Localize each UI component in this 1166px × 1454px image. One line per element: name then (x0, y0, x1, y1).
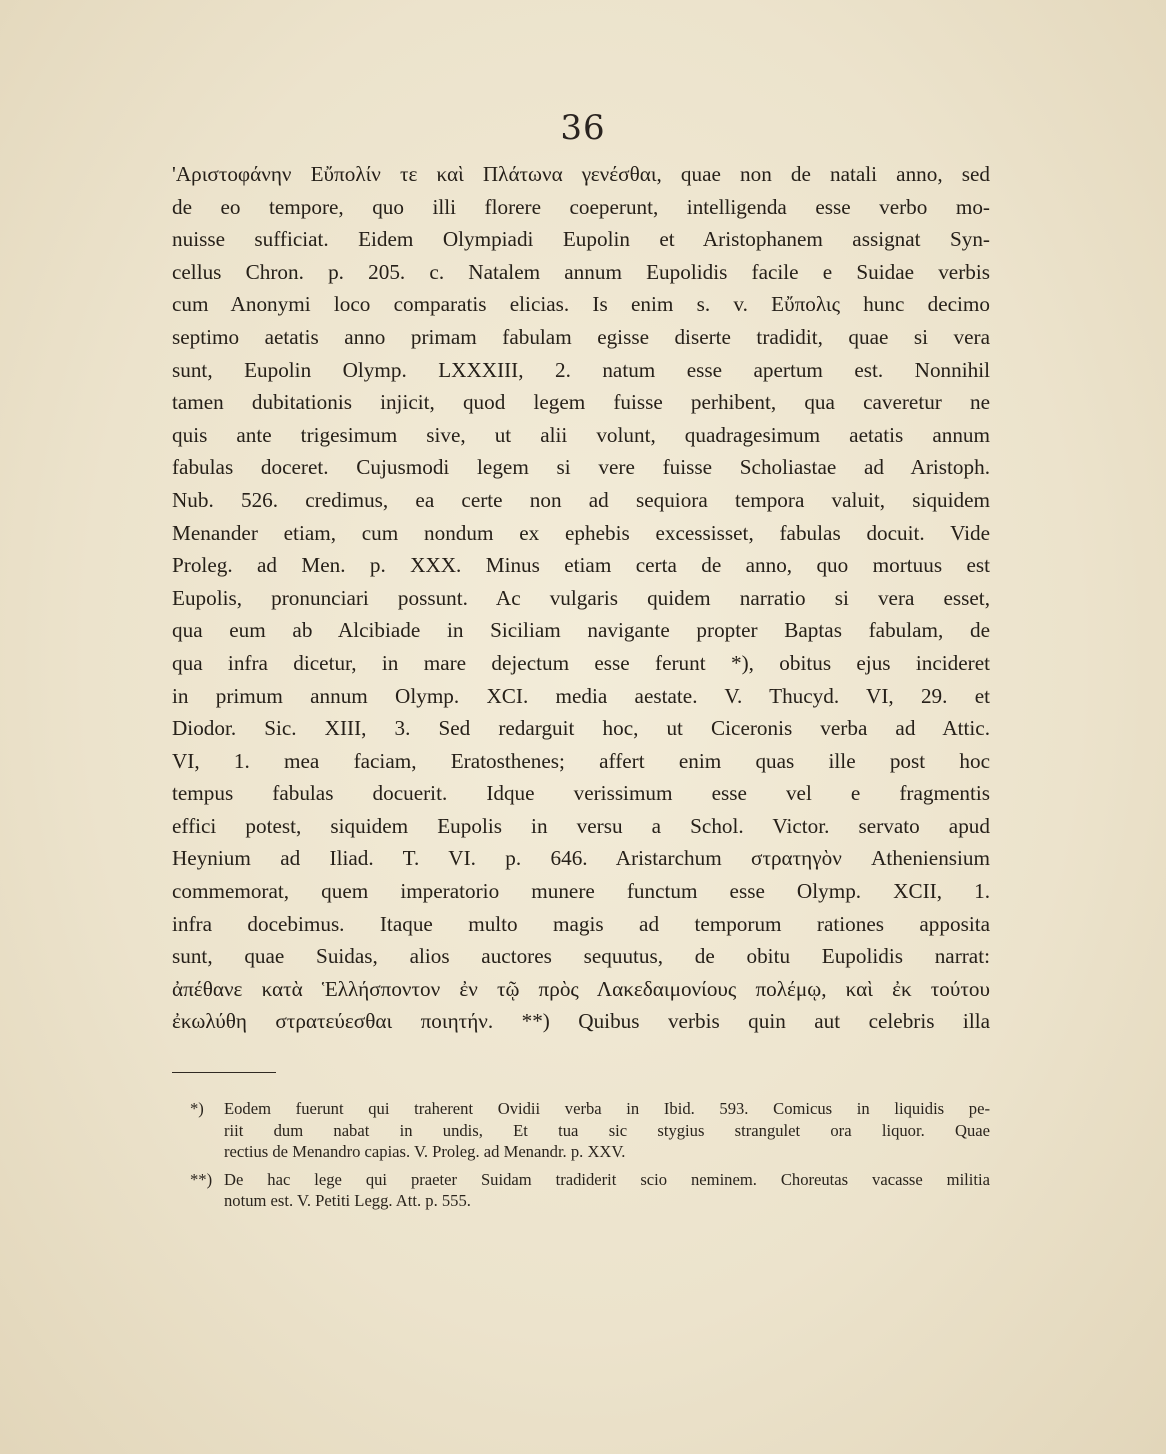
footnote-line: notum est. V. Petiti Legg. Att. p. 555. (224, 1191, 471, 1211)
footnote-text: Eodem fuerunt qui traherent Ovidii verba in Ibid. 593. Comicus in liquidis pe- (224, 1099, 990, 1118)
footnote-line: rectius de Menandro capias. V. Proleg. ad Menandr. p. XXV. (224, 1142, 626, 1162)
footnote-marker: *) (190, 1099, 204, 1118)
main-text (172, 158, 990, 1038)
text-line: fabulas doceret. Cujusmodi legem si vere fuisse Scholiastae ad Aristoph. (172, 455, 990, 480)
text-line: in primum annum Olymp. XCI. media aestate. V. Thucyd. VI, 29. et (172, 683, 990, 708)
page-number: 36 (560, 108, 606, 148)
footnote-line (190, 1169, 990, 1191)
text-line: septimo aetatis anno primam fabulam egisse diserte tradidit, quae si vera (172, 324, 990, 349)
footnote (190, 1169, 990, 1212)
text-line: sunt, quae Suidas, alios auctores sequutus, de obitu Eupolidis narrat: (172, 944, 990, 969)
text-line: nuisse sufficiat. Eidem Olympiadi Eupolin et Aristophanem assignat Syn- (172, 227, 990, 252)
text-line: tempus fabulas docuerit. Idque verissimum esse vel e fragmentis (172, 781, 990, 806)
text-line: ἀπέθανε κατὰ Ἑλλήσποντον ἐν τῷ πρὸς Λακεδαιμονίους πολέμῳ, καὶ ἐκ τούτου (172, 976, 990, 1001)
text-line: infra docebimus. Itaque multo magis ad temporum rationes apposita (172, 911, 990, 936)
text-line: Heynium ad Iliad. T. VI. p. 646. Aristarchum στρατηγὸν Atheniensium (172, 846, 990, 871)
text-line: quis ante trigesimum sive, ut alii volunt, quadragesimum aetatis annum (172, 422, 990, 447)
text-line: qua eum ab Alcibiade in Siciliam navigante propter Baptas fabulam, de (172, 618, 990, 643)
footnote-marker: **) (190, 1169, 213, 1189)
footnote (190, 1098, 990, 1163)
text-line: qua infra dicetur, in mare dejectum esse ferunt *), obitus ejus incideret (172, 650, 990, 675)
footnotes (190, 1098, 990, 1218)
text-line: Proleg. ad Men. p. XXX. Minus etiam certa de anno, quo mortuus est (172, 553, 990, 578)
text-line: tamen dubitationis injicit, quod legem fuisse perhibent, qua caveretur ne (172, 390, 990, 415)
text-line: ἐκωλύθη στρατεύεσθαι ποιητήν. **) Quibus verbis quin aut celebris illa (172, 1009, 990, 1034)
text-line: de eo tempore, quo illi florere coeperunt, intelligenda esse verbo mo- (172, 194, 990, 219)
text-line: commemorat, quem imperatorio munere functum esse Olymp. XCII, 1. (172, 879, 990, 904)
footnote-divider (172, 1072, 276, 1073)
text-line: 'Αριστοφάνην Εὔπολίν τε καὶ Πλάτωνα γενέσθαι, quae non de natali anno, sed (172, 162, 990, 186)
text-line: Diodor. Sic. XIII, 3. Sed redarguit hoc, ut Ciceronis verba ad Attic. (172, 716, 990, 741)
footnote-line (190, 1098, 990, 1120)
text-line: Menander etiam, cum nondum ex ephebis excessisset, fabulas docuit. Vide (172, 520, 990, 545)
footnote-text: De hac lege qui praeter Suidam tradiderit scio neminem. Choreutas vacasse militia (224, 1169, 990, 1189)
text-line: Nub. 526. credimus, ea certe non ad sequiora tempora valuit, siquidem (172, 487, 990, 512)
text-line: sunt, Eupolin Olymp. LXXXIII, 2. natum esse apertum est. Nonnihil (172, 357, 990, 382)
text-line: cum Anonymi loco comparatis elicias. Is enim s. v. Εὔπολις hunc decimo (172, 292, 990, 317)
text-line: cellus Chron. p. 205. c. Natalem annum Eupolidis facile e Suidae verbis (172, 259, 990, 284)
text-line: VI, 1. mea faciam, Eratosthenes; affert enim quas ille post hoc (172, 748, 990, 773)
text-line: effici potest, siquidem Eupolis in versu a Schol. Victor. servato apud (172, 813, 990, 838)
footnote-line: riit dum nabat in undis, Et tua sic stygius strangulet ora liquor. Quae (224, 1120, 990, 1140)
text-line: Eupolis, pronunciari possunt. Ac vulgaris quidem narratio si vera esset, (172, 585, 990, 610)
